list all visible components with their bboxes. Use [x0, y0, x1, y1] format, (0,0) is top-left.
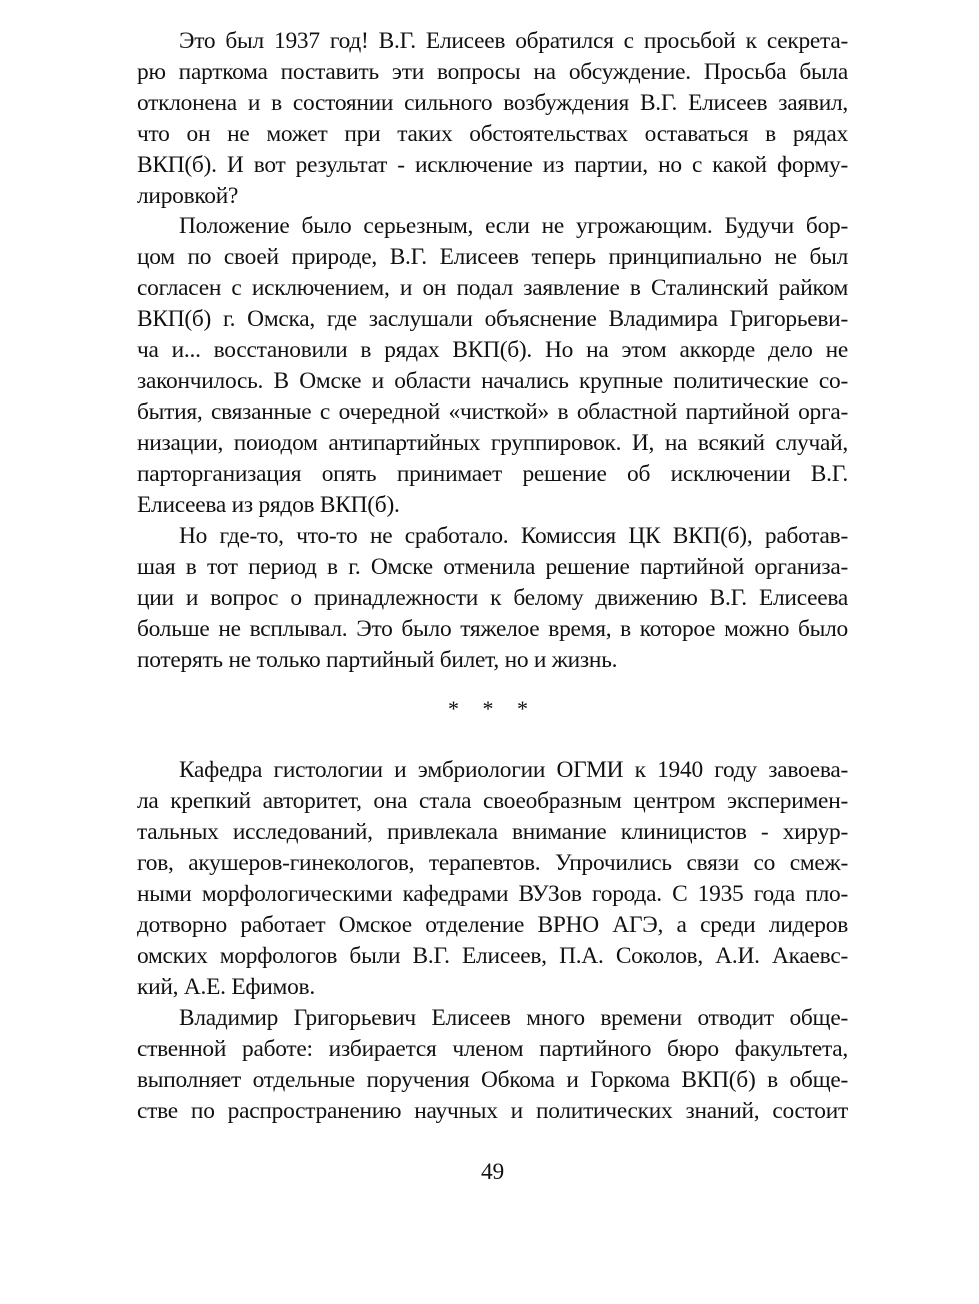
text-line: ВКП(б). И вот результат - исключение из партии, но с какой форму-: [137, 152, 848, 178]
text-line: выполняет отдельные поручения Обкома и Горкома ВКП(б) в обще-: [137, 1067, 848, 1093]
text-line: Елисеева из рядов ВКП(б).: [137, 492, 400, 518]
text-line: низации, поиодом антипартийных группировок. И, на всякий случай,: [137, 430, 848, 456]
document-page: [137, 26, 848, 1276]
text-line: больше не всплывал. Это было тяжелое время, в которое можно было: [137, 616, 848, 642]
text-line: омских морфологов были В.Г. Елисеев, П.А. Соколов, А.И. Акаевс-: [137, 943, 848, 969]
text-line: ла крепкий авторитет, она стала своеобразным центром эксперимен-: [137, 788, 848, 814]
text-line: шая в тот период в г. Омске отменила решение партийной организа-: [137, 554, 848, 580]
text-line: рю парткома поставить эти вопросы на обсуждение. Просьба была: [137, 59, 848, 85]
text-line: Владимир Григорьевич Елисеев много времени отводит обще-: [179, 1005, 848, 1031]
text-line: Положение было серьезным, если не угрожающим. Будучи бор-: [179, 213, 848, 239]
text-line: ча и... восстановили в рядах ВКП(б). Но на этом аккорде дело не: [137, 337, 848, 363]
text-line: согласен с исключением, и он подал заявление в Сталинский райком: [137, 275, 848, 301]
text-line: что он не может при таких обстоятельствах оставаться в рядах: [137, 121, 848, 147]
text-line: цом по своей природе, В.Г. Елисеев теперь принципиально не был: [137, 244, 848, 270]
text-line: отклонена и в состоянии сильного возбуждения В.Г. Елисеев заявил,: [137, 90, 848, 116]
text-line: бытия, связанные с очередной «чисткой» в областной партийной орга-: [137, 399, 848, 425]
text-line: гов, акушеров-гинекологов, терапевтов. Упрочились связи со смеж-: [137, 850, 848, 876]
text-line: ными морфологическими кафедрами ВУЗов города. С 1935 года пло-: [137, 881, 848, 907]
text-line: парторганизация опять принимает решение об исключении В.Г.: [137, 461, 848, 487]
section-separator: * * *: [448, 696, 537, 721]
text-line: ВКП(б) г. Омска, где заслушали объяснение Владимира Григорьеви-: [137, 306, 848, 332]
text-line: закончилось. В Омске и области начались крупные политические со-: [137, 368, 848, 394]
text-line: ственной работе: избирается членом партийного бюро факультета,: [137, 1036, 848, 1062]
text-line: стве по распространению научных и политических знаний, состоит: [137, 1098, 848, 1124]
page-number: 49: [481, 1159, 504, 1185]
text-line: Но где-то, что-то не сработало. Комиссия ЦК ВКП(б), работав-: [179, 523, 848, 549]
text-line: тальных исследований, привлекала внимание клиницистов - хирур-: [137, 819, 848, 845]
text-line: лировкой?: [137, 183, 239, 209]
text-line: дотворно работает Омское отделение ВРНО АГЭ, а среди лидеров: [137, 912, 848, 938]
text-line: Кафедра гистологии и эмбриологии ОГМИ к 1940 году завоева-: [179, 757, 848, 783]
text-line: Это был 1937 год! В.Г. Елисеев обратился с просьбой к секрета-: [179, 28, 848, 54]
text-line: ции и вопрос о принадлежности к белому движению В.Г. Елисеева: [137, 585, 848, 611]
text-line: кий, А.Е. Ефимов.: [137, 974, 315, 1000]
text-line: потерять не только партийный билет, но и жизнь.: [137, 647, 618, 673]
